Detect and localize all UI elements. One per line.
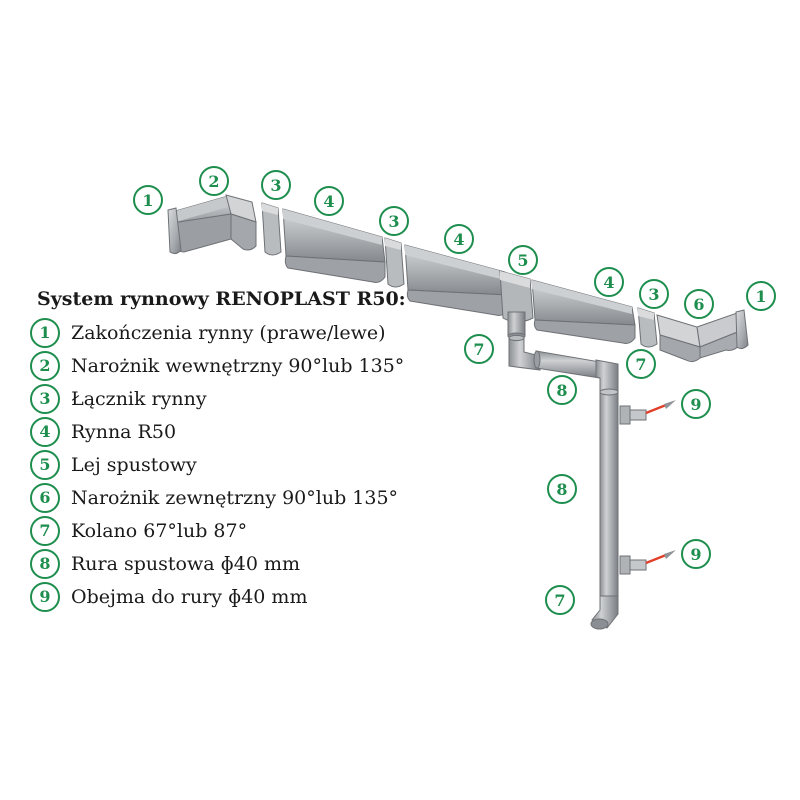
callout-3-connector-mid: 3: [379, 206, 409, 236]
callout-4-gutter-mid: 4: [444, 224, 474, 254]
legend-badge-3: 3: [30, 384, 60, 414]
legend-item-6: [30, 481, 480, 514]
callout-3-connector-right: 3: [639, 279, 669, 309]
legend-label-1: Zakończenia rynny (prawe/lewe): [71, 321, 386, 344]
downpipe-vertical: [600, 389, 618, 600]
legend-label-8: Rura spustowa ɸ40 mm: [71, 552, 300, 575]
gutter-connector-left: [262, 203, 281, 255]
legend-item-2: [30, 349, 480, 382]
gutter-connector-right: [638, 308, 657, 347]
legend-label-3: Łącznik rynny: [71, 387, 207, 410]
legend-label-6: Narożnik zewnętrzny 90°lub 135°: [71, 486, 399, 509]
callout-8-downpipe-lower: 8: [547, 474, 577, 504]
pipe-clamp-upper: [620, 400, 676, 424]
callout-1-left-end-cap: 1: [133, 185, 163, 215]
legend: [30, 288, 480, 613]
legend-item-1: [30, 316, 480, 349]
legend-badge-9: 9: [30, 582, 60, 612]
callout-1-right-end-cap: 1: [746, 281, 776, 311]
legend-badge-5: 5: [30, 450, 60, 480]
legend-label-2: Narożnik wewnętrzny 90°lub 135°: [71, 354, 405, 377]
legend-badge-1: 1: [30, 318, 60, 348]
callout-4-gutter-left: 4: [314, 186, 344, 216]
legend-badge-4: 4: [30, 417, 60, 447]
elbow-lower: [591, 596, 618, 629]
legend-title: System rynnowy RENOPLAST R50:: [37, 288, 406, 310]
callout-9-clamp-upper: 9: [681, 389, 711, 419]
callout-2-inner-corner: 2: [199, 166, 229, 196]
gutter-outlet: [500, 271, 533, 339]
legend-item-5: [30, 448, 480, 481]
downpipe-horizontal: [534, 351, 600, 378]
legend-label-7: Kolano 67°lub 87°: [71, 519, 248, 542]
callout-7-elbow-upper: 7: [464, 334, 494, 364]
gutter-run-left: [168, 195, 256, 254]
legend-badge-8: 8: [30, 549, 60, 579]
gutter-segment-left: [283, 209, 385, 282]
legend-badge-2: 2: [30, 351, 60, 381]
legend-item-9: [30, 580, 480, 613]
legend-item-7: [30, 514, 480, 547]
callout-4-gutter-right: 4: [594, 267, 624, 297]
gutter-connector-mid: [385, 238, 404, 287]
callout-7-elbow-mid: 7: [626, 349, 656, 379]
legend-label-4: Rynna R50: [71, 420, 177, 443]
legend-item-4: [30, 415, 480, 448]
legend-label-9: Obejma do rury ɸ40 mm: [71, 585, 308, 608]
pipe-clamp-lower: [620, 550, 676, 574]
legend-label-5: Lej spustowy: [71, 453, 197, 476]
callout-5-outlet: 5: [508, 245, 538, 275]
callout-3-connector-left: 3: [261, 170, 291, 200]
legend-rows: [30, 316, 480, 613]
callout-9-clamp-lower: 9: [681, 539, 711, 569]
callout-6-outer-corner: 6: [684, 289, 714, 319]
legend-badge-7: 7: [30, 516, 60, 546]
legend-badge-6: 6: [30, 483, 60, 513]
legend-item-3: [30, 382, 480, 415]
legend-item-8: [30, 547, 480, 580]
callout-7-elbow-lower: 7: [545, 585, 575, 615]
callout-8-downpipe-upper: 8: [547, 375, 577, 405]
